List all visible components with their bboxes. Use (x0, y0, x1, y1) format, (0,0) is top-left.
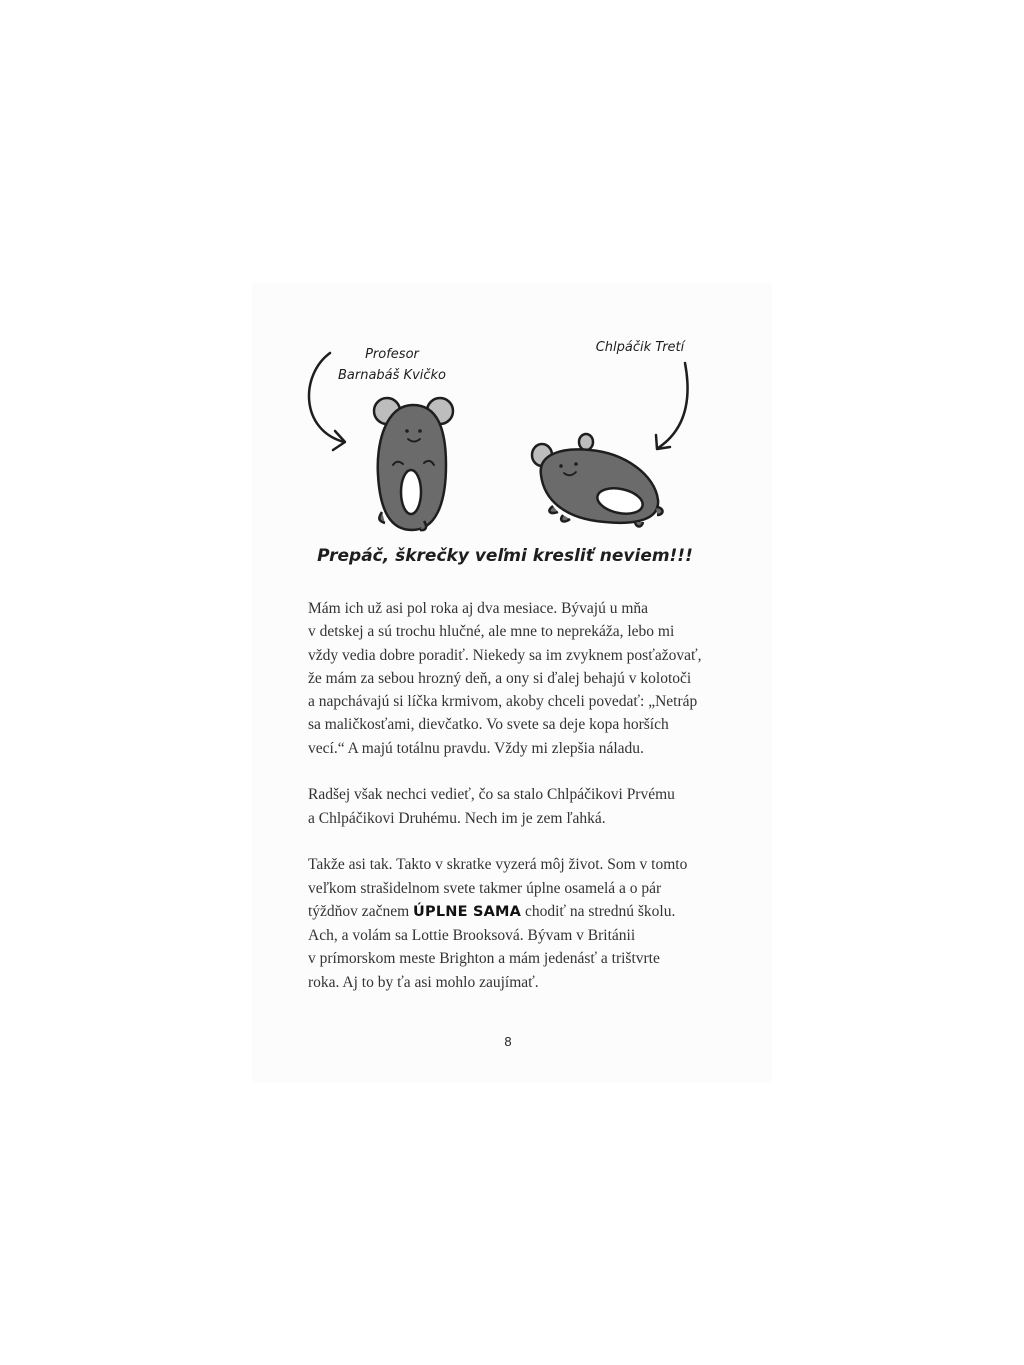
hamster-standing-icon (374, 398, 453, 530)
text-line: roka. Aj to by ťa asi mohlo zaujímať. (308, 973, 539, 991)
text-line: Takže asi tak. Takto v skratke vyzerá môj život. Som v tomto (308, 856, 688, 874)
arrow-right-icon (658, 363, 688, 448)
text-fragment: chodiť na strednú školu. (521, 902, 676, 920)
arrow-left-icon (309, 353, 344, 442)
paragraph-3 (308, 853, 728, 994)
text-line: sa maličkosťami, dievčatko. Vo svete sa deje kopa horších (308, 716, 669, 734)
text-line: že mám za sebou hrozný deň, a ony si ďalej behajú v kolotoči (308, 669, 692, 687)
text-line: a Chlpáčikovi Druhému. Nech im je zem ľahká. (308, 809, 606, 827)
text-line: Ach, a volám sa Lottie Brooksová. Bývam v Británii (308, 927, 636, 945)
label-chlpacik: Chlpáčik Tretí (595, 340, 685, 355)
body-text (308, 597, 728, 1017)
hamster-illustration (300, 335, 700, 580)
text-line: v prímorskom meste Brighton a mám jedenásť a trištvrte (308, 950, 660, 968)
hamster-lying-icon (532, 434, 663, 527)
text-line: a napchávajú si líčka krmivom, akoby chceli povedať: „Netráp (308, 693, 698, 711)
paragraph-1 (308, 597, 728, 760)
label-professor-line1: Profesor (365, 347, 419, 362)
paragraph-2 (308, 783, 728, 830)
text-line: vždy vedia dobre poradiť. Niekedy sa im zvyknem posťažovať, (308, 646, 702, 664)
label-professor-line2: Barnabáš Kvičko (337, 368, 447, 383)
page-number: 8 (504, 1034, 512, 1049)
text-line: Radšej však nechci vedieť, čo sa stalo Chlpáčikovi Prvému (308, 786, 675, 804)
text-line (308, 900, 728, 924)
text-line: Mám ich už asi pol roka aj dva mesiace. Bývajú u mňa (308, 600, 649, 617)
text-line: vecí.“ A majú totálnu pravdu. Vždy mi zlepšia náladu. (308, 739, 644, 757)
text-line: veľkom strašidelnom svete takmer úplne osamelá a o pár (308, 879, 662, 897)
text-fragment: týždňov začnem (308, 902, 414, 920)
text-line: v detskej a sú trochu hlučné, ale mne to neprekáža, lebo mi (308, 623, 675, 641)
emphasized-text: ÚPLNE SAMA (413, 903, 522, 920)
apology-caption: Prepáč, škrečky veľmi kresliť neviem!!! (317, 546, 693, 566)
